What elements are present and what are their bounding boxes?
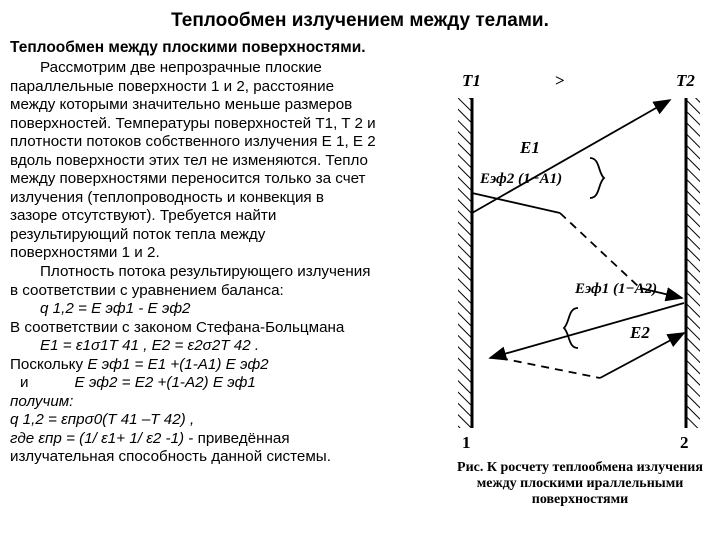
since-equation: E эф1 = E1 +(1-A1) E эф2: [87, 355, 269, 373]
brace-right: [564, 308, 578, 348]
text-line: между которыми значительно меньше размеров: [10, 96, 353, 114]
text-line: излучения (теплопроводность и конвекция в: [10, 188, 324, 206]
eef2-ray-dashed: [560, 213, 640, 288]
figure-caption: [440, 460, 720, 508]
radiation-diagram: [440, 58, 720, 458]
surface-2-plate: [686, 98, 700, 428]
t1-label: T1: [462, 71, 481, 90]
e1-label: E1: [520, 138, 540, 157]
text-line: поверхностями 1 и 2.: [10, 244, 160, 262]
text-line: в соответствии с уравнением баланса:: [10, 281, 284, 299]
text-line: излучательная способность данной системы.: [10, 448, 331, 466]
t2-label: T2: [676, 71, 695, 90]
eef1-ray-dashed: [500, 358, 600, 378]
text-line: результирующий поток тепла между: [10, 225, 266, 243]
eef2-label: Eэф2 (1−A1): [480, 171, 563, 187]
section-subtitle: Теплообмен между плоскими поверхностями.: [10, 39, 366, 56]
where-equation: где εпр = (1/ ε1+ 1/ ε2 -1): [10, 429, 185, 447]
formula-and: [10, 374, 450, 393]
arrow-symbol: >: [555, 71, 565, 90]
text-line: поверхностей. Температуры поверхностей T1, T 2 и: [10, 114, 376, 132]
formula-stefan: E1 = ε1σ1T 41 , E2 = ε2σ2T 42 .: [40, 337, 260, 355]
formula-where: [10, 430, 450, 449]
caption-line: между плоскими ираллельными: [476, 476, 684, 491]
and-label: и: [20, 374, 29, 392]
and-equation: E эф2 = E2 +(1-A2) E эф1: [74, 374, 256, 392]
eef1-label: Eэф1 (1−A2): [575, 281, 658, 297]
formula-get: получим:: [10, 392, 74, 410]
formula-q-balance: q 1,2 = E эф1 - E эф2: [40, 300, 191, 318]
surface-1-plate: [458, 98, 472, 428]
page-title: Теплообмен излучением между телами.: [171, 10, 549, 31]
surface-1-label: 1: [462, 433, 471, 452]
text-line: Плотность потока результирующего излучения: [40, 263, 371, 281]
figure: [440, 58, 720, 540]
caption-line: Рис. К росчету теплообмена излучения: [457, 460, 703, 475]
since-label: Поскольку: [10, 355, 84, 373]
e2-label: E2: [630, 323, 650, 342]
text-line: параллельные поверхности 1 и 2, расстояние: [10, 77, 335, 95]
surface-2-label: 2: [680, 433, 689, 452]
formula-since: [10, 356, 450, 375]
body-text: [10, 59, 450, 467]
text-line: вдоль поверхности этих тел не изменяются. Тепло: [10, 151, 368, 169]
text-line: зазоре отсутствуют). Требуется найти: [10, 207, 277, 225]
text-line: Рассмотрим две непрозрачные плоские: [40, 59, 322, 76]
formula-intro: В соответствии с законом Стефана-Больцмана: [10, 318, 345, 336]
formula-result: q 1,2 = εпрσ0(T 41 –T 42) ,: [10, 411, 195, 429]
eef2-ray: [472, 193, 560, 213]
text-line: между поверхностями переносится только за счет: [10, 170, 366, 188]
brace-left: [590, 158, 604, 198]
e1-ray: [472, 100, 670, 213]
e2-ray: [490, 303, 684, 358]
caption-line: поверхностями: [531, 492, 629, 507]
where-suffix: - приведённая: [188, 429, 290, 447]
text-line: плотности потоков собственного излучения E 1, E 2: [10, 133, 376, 151]
